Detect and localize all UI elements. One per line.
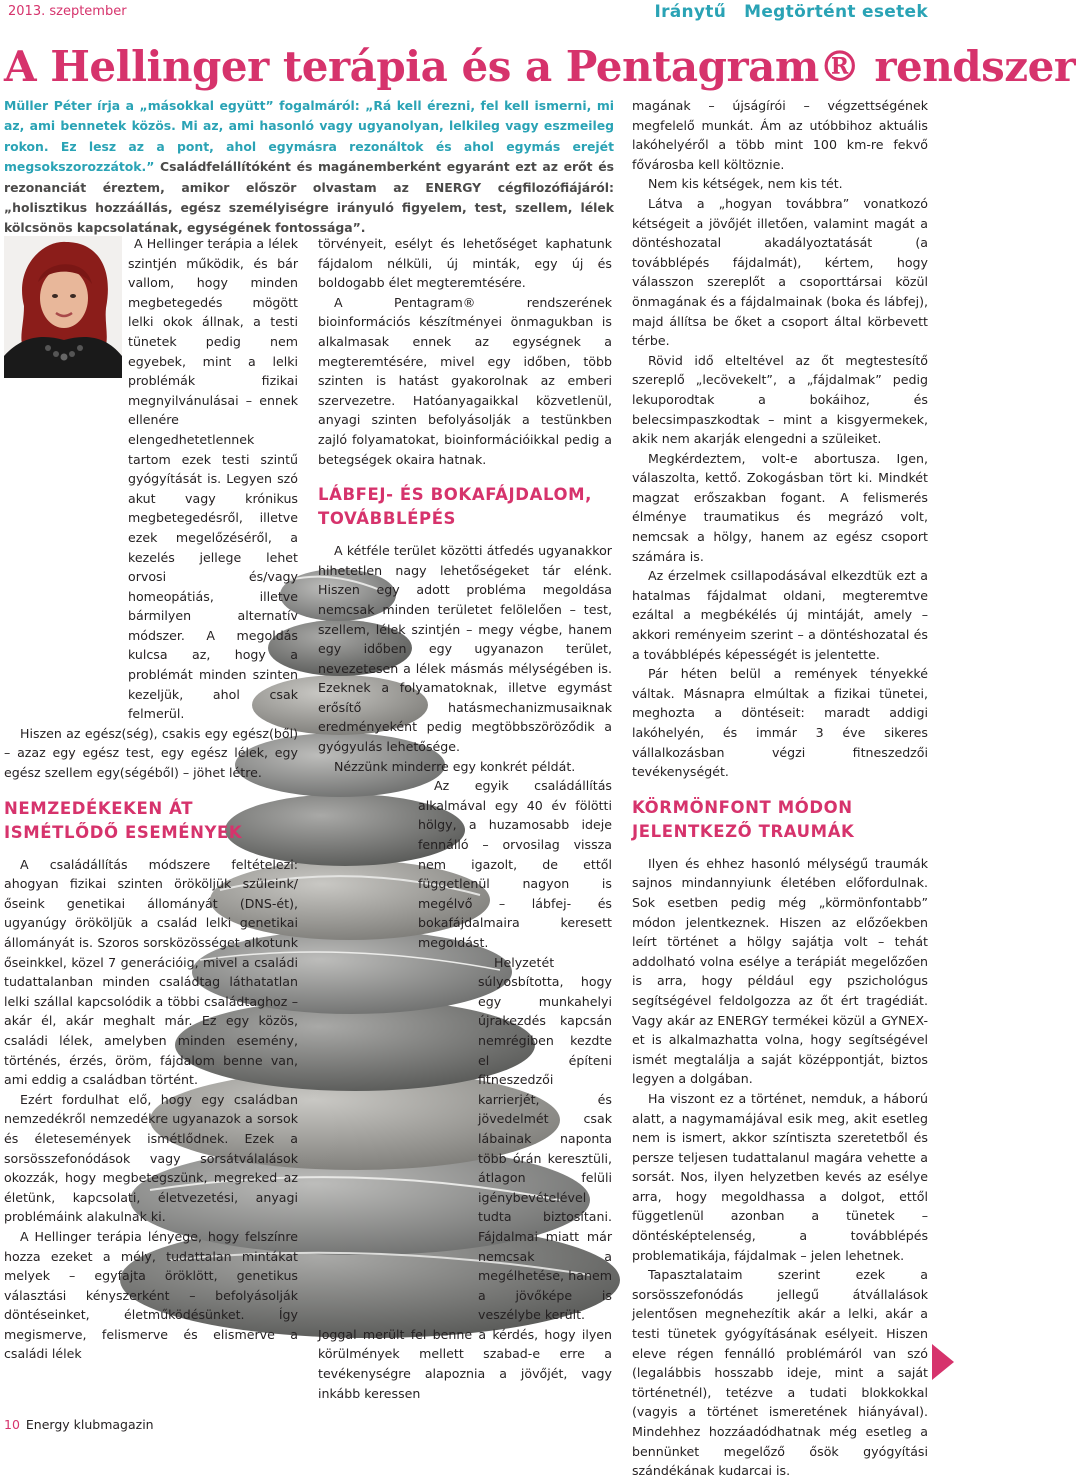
col2-paragraph-7: Joggal merült fel benne a kérdés, hogy ilyen körülmények mellett szabad-e erre a tevékenységre alapoznia a jövőjét, vagy inkább keressen [318,1326,612,1401]
magazine-name: Energy klubmagazin [25,1417,154,1432]
col2-heading: LÁBFEJ- ÉS BOKAFÁJDALOM, TOVÁBBLÉPÉS [318,485,592,529]
column-1 [4,234,298,1364]
col3-paragraph-6: Az érzelmek csillapodásával elkezdtük ezt a hatalmas fájdalmat oldani, megteremtve ezáltal a megbékélés új mintáját, amely – akkori reményeim szerint – a döntéshozatal és a továbblépés képességét is jelentette. [632,568,928,662]
page-footer [4,1417,154,1432]
col3-paragraph-8: Ilyen és ehhez hasonló mélységű traumák sajnos mindannyiunk életében előfordulnak. Sok esetben pedig még „körmönfontabb” módon jelentkeznek. Hiszen az előzőekben leírt történet a hölgy sajátja volt – tehát addolható volna esélye a terápiát megelőzően is arra, hogy például egy pszichológus segítségével feldolgozza az őt ért tragédiát. Vagy akár az ENERGY termékei közül a GYNEX-et is alkalmazhatta volna, hogy segítségével ismét megtalálja a saját középpontját, biztos legyen a dolgában. [632,855,928,1087]
col1-paragraph-5: A Hellinger terápia lényege, hogy felszínre hozza ezeket a mély, tudattalan mintákat melyek – egyfajta öröklött, genetikus választási kényszerként – befolyásolják döntéseinket, életműködésünket. Így megismerve, felismerve és elismerve a családi lélek [4,1228,298,1362]
page-header [0,0,960,28]
lead-text: Családfelállítóként és magánemberként egyaránt ezt az erőt és rezonanciát éreztem, amikor először olvastam az ENERGY cégfilozófiájáról: „holisztikus hozzáállás, egész személyiségre irányuló figyelem, test, szellem, lélek kölcsönös kapcsolatának, egységének fontossága”. [4,159,614,236]
page-number: 10 [4,1417,20,1432]
col2-paragraph-2: A Pentagram® rendszerének bioinformációs készítményei önmagukban is alkalmasak ennek az egységnek a megteremtésére, mivel egy időben, több szinten is hatást gyakorolnak az emberi szervezetre. Hatóanyagaikkal közvetlenül, anyagi szinten befolyásolják a testünkben zajló folyamatokat, bioinformációikkal pedig a betegségek okaira hatnak. [318,294,612,467]
col1-heading: NEMZEDÉKEKEN ÁT ISMÉTLŐDŐ ESEMÉNYEK [4,798,243,842]
col1-paragraph-1: A Hellinger terápia a lélek szintjén működik, és bár vallom, hogy minden megbetegedés mögött lelki okok állnak, a testi tünetek pedig nem egyebek, mint a lelki problémák fizikai megnyilvánulásai – ennek ellenére elengedhetetlennek tartom ezek testi szintű gyógyítását is. Legyen szó akut vagy krónikus megbetegedésről, illetve ezek megelőzéséről, a kezelés jellege lehet orvosi és/vagy homeopátiás, illetve bármilyen alternatív módszer. A megoldás kulcsa az, hogy a problémát minden szinten kezeljük, ahol csak felmerül. [128,236,298,722]
col3-heading: KÖRMÖNFONT MÓDON JELENTKEZŐ TRAUMÁK [632,797,855,841]
col3-paragraph-10: Tapasztalataim szerint ezek a sorsösszefonódás jellegű átvállalások jelentősen megnehezítik akár a lelki, akár a testi tünetek gyógyításának esélyeit. Hiszen eleve régen fennálló problémáról van szó (legalábbis hosszabb ideje, mint a saját történetnél), tetézve a tudati blokkokkal (vagyis a történet ismeretének hiányával). Mindehhez hozzáadódhatnak még esetleg a bennünket megelőző ősök gyógyítási szándékának kudarcai is. [632,1267,928,1479]
col2-paragraph-6: Helyzetét súlyosbította, hogy egy munkahelyi újrakezdés kapcsán nemrégiben kezdte el építeni fitneszedzői karrierjét, és jövedelmét csak lábainak naponta több órán keresztüli, átlagon felüli igénybevételével tudta biztosítani. Fájdalmai miatt már nemcsak a megélhetése, hanem a jövőképe is veszélybe került. [478,954,612,1323]
col1-paragraph-4: Ezért fordulhat elő, hogy egy családban nemzedékről nemzedékre ugyanazok a sorsok és életesemények ismétlődnek. Ezek a sorsösszefonódások vagy sorsátválalások okozzák, hogy megbetegszünk, megreked az életünk, kapcsolati, életvezetési, anyagi problémáink alakulnak ki. [4,1091,298,1225]
lead-paragraph [4,96,614,239]
col2-paragraph-4: Nézzünk minderre egy konkrét példát. [334,758,576,774]
section-left: Iránytű [654,2,727,22]
column-3 [632,96,928,1481]
issue-date: 2013. szeptember [8,4,127,19]
col3-paragraph-3: Látva a „hogyan továbbra” vonatkozó kétségeit a jövőjét illetően, valamint magát a döntéshozatal akadályoztatását (a továbblépés fájdalmát), kértem, hogy válasszon szereplőt a csoporttársai közül önmagának és a fájdalmainak (boka és lábfej), majd állítsa be őket a csoport által körbevett térbe. [632,195,928,349]
col2-paragraph-5: Az egyik családállítás alkalmával egy 40 év fölötti hölgy, a huzamosabb ideje fennálló – orvosilag vissza nem igazolt, de ettől függetlenül nagyon is megélvő – lábfej- és bokafájdalmaira keresett megoldást. [418,778,612,950]
next-page-arrow-icon[interactable] [932,1344,954,1380]
col3-paragraph-4: Rövid idő elteltével az őt megtestesítő szereplő „lecövekelt”, a „fájdalmak” pedig lekuporodtak a bokáihoz, és belecsimpaszkodtak – mint a kisgyermekek, akik nem akarják elengedni a szüleiket. [632,352,928,447]
col3-paragraph-9: Ha viszont ez a történet, nemduk, a háború alatt, a nagymamájával esik meg, akit esetleg nem is ismert, akkor színtiszta szeretetből és persze teljesen tudattalanul magára vehette a sorsát. Nos, ilyen helyzetben kevés az esélye arra, hogy megoldhassa a dolgot, ettől függetlenül azonban a tünetek – döntésképtelenség, a továbblépés problematikája, fájdalmak – jelen lehetnek. [632,1090,928,1263]
col2-paragraph-1: törvényeit, esélyt és lehetőséget kaphatunk fájdalom nélküli, új minták, egy új és boldogabb élet megteremtésére. [318,236,612,291]
col3-paragraph-1: magának – újságírói – végzettségének megfelelő munkát. Ám az utóbbihoz aktuális lakóhelyéről a több mint 100 km-re fekvő fővárosba kell költöznie. [632,98,928,172]
col1-paragraph-2: Hiszen az egész(ség), csakis egy egész(ből) – azaz egy egész test, egy egész lélek, egy egész szellem egy(ségéből) – jöhet létre. [4,725,298,781]
col1-paragraph-3: A családállítás módszere feltételezi: ahogyan fizikai szinten örököljük szüleink/őseink genetikai állományát (DNS-ét), ugyanúgy örököljük a család lelki genetikai állományát is. Szoros sorsközösséget alkotunk őseinkkel, közel 7 generációig, mivel a családi tudattalanban minden családtag láthatatlan lelki szállal kapcsolódik a többi családtaghoz – akár él, akár meghalt már. Ez egy közös, családi lélek, amelyben minden esemény, történés, érzés, öröm, fájdalom benne van, ami eddig a családban történt. [4,856,298,1088]
article-title: A Hellinger terápia és a Pentagram® rendszer [4,42,1076,91]
col2-paragraph-3: A kétféle terület közötti átfedés ugyanakkor hihetetlen nagy lehetőségeket tár elénk. Hiszen egy adott probléma megoldása nemcsak minden területet felölelően – test, szellem, lélek szintjén – megy végbe, hanem egy időben egy ugyanazon terület, nevezetesen a lélek másmás mélységében is. Ezeknek a folyamatoknak, illetve egymást erősítő hatásmechanizmusaiknak eredményeként pedig megtöbbszöröződik a gyógyulás lehetősége. [318,543,612,755]
col3-paragraph-7: Pár héten belül a remények tényekké váltak. Másnapra elmúltak a fizikai tünetei, meghozta a döntéseit: maradt addigi lakóhelyén, és immár 3 éve sikeres vállalkozásban végzi fitneszedzői tevékenységét. [632,666,928,780]
section-right: Megtörtént esetek [744,2,928,22]
column-2 [318,234,612,1403]
col3-paragraph-2: Nem kis kétségek, nem kis tét. [648,176,843,192]
col3-paragraph-5: Megkérdeztem, volt-e abortusza. Igen, válaszolta, kettő. Zokogásban tört ki. Mindkét magzat erőszakban fogant. A felismerés élménye traumatikus és megrázó volt, nemcsak a hölgy, hanem az egész csoport számára is. [632,450,928,564]
lead-quote: Müller Péter írja a „másokkal együtt” fogalmáról: „Rá kell érezni, fel kell ismerni, mi az, ami bennetek közös. Mi az, ami hasonló vagy ugyanolyan, lelkileg vagy eszmeileg rokon. Ez lesz az a pont, ahol egymásra rezonáltok és ahol egymás erejét megsokszorozzátok.” [4,98,614,175]
section-title [654,2,928,22]
